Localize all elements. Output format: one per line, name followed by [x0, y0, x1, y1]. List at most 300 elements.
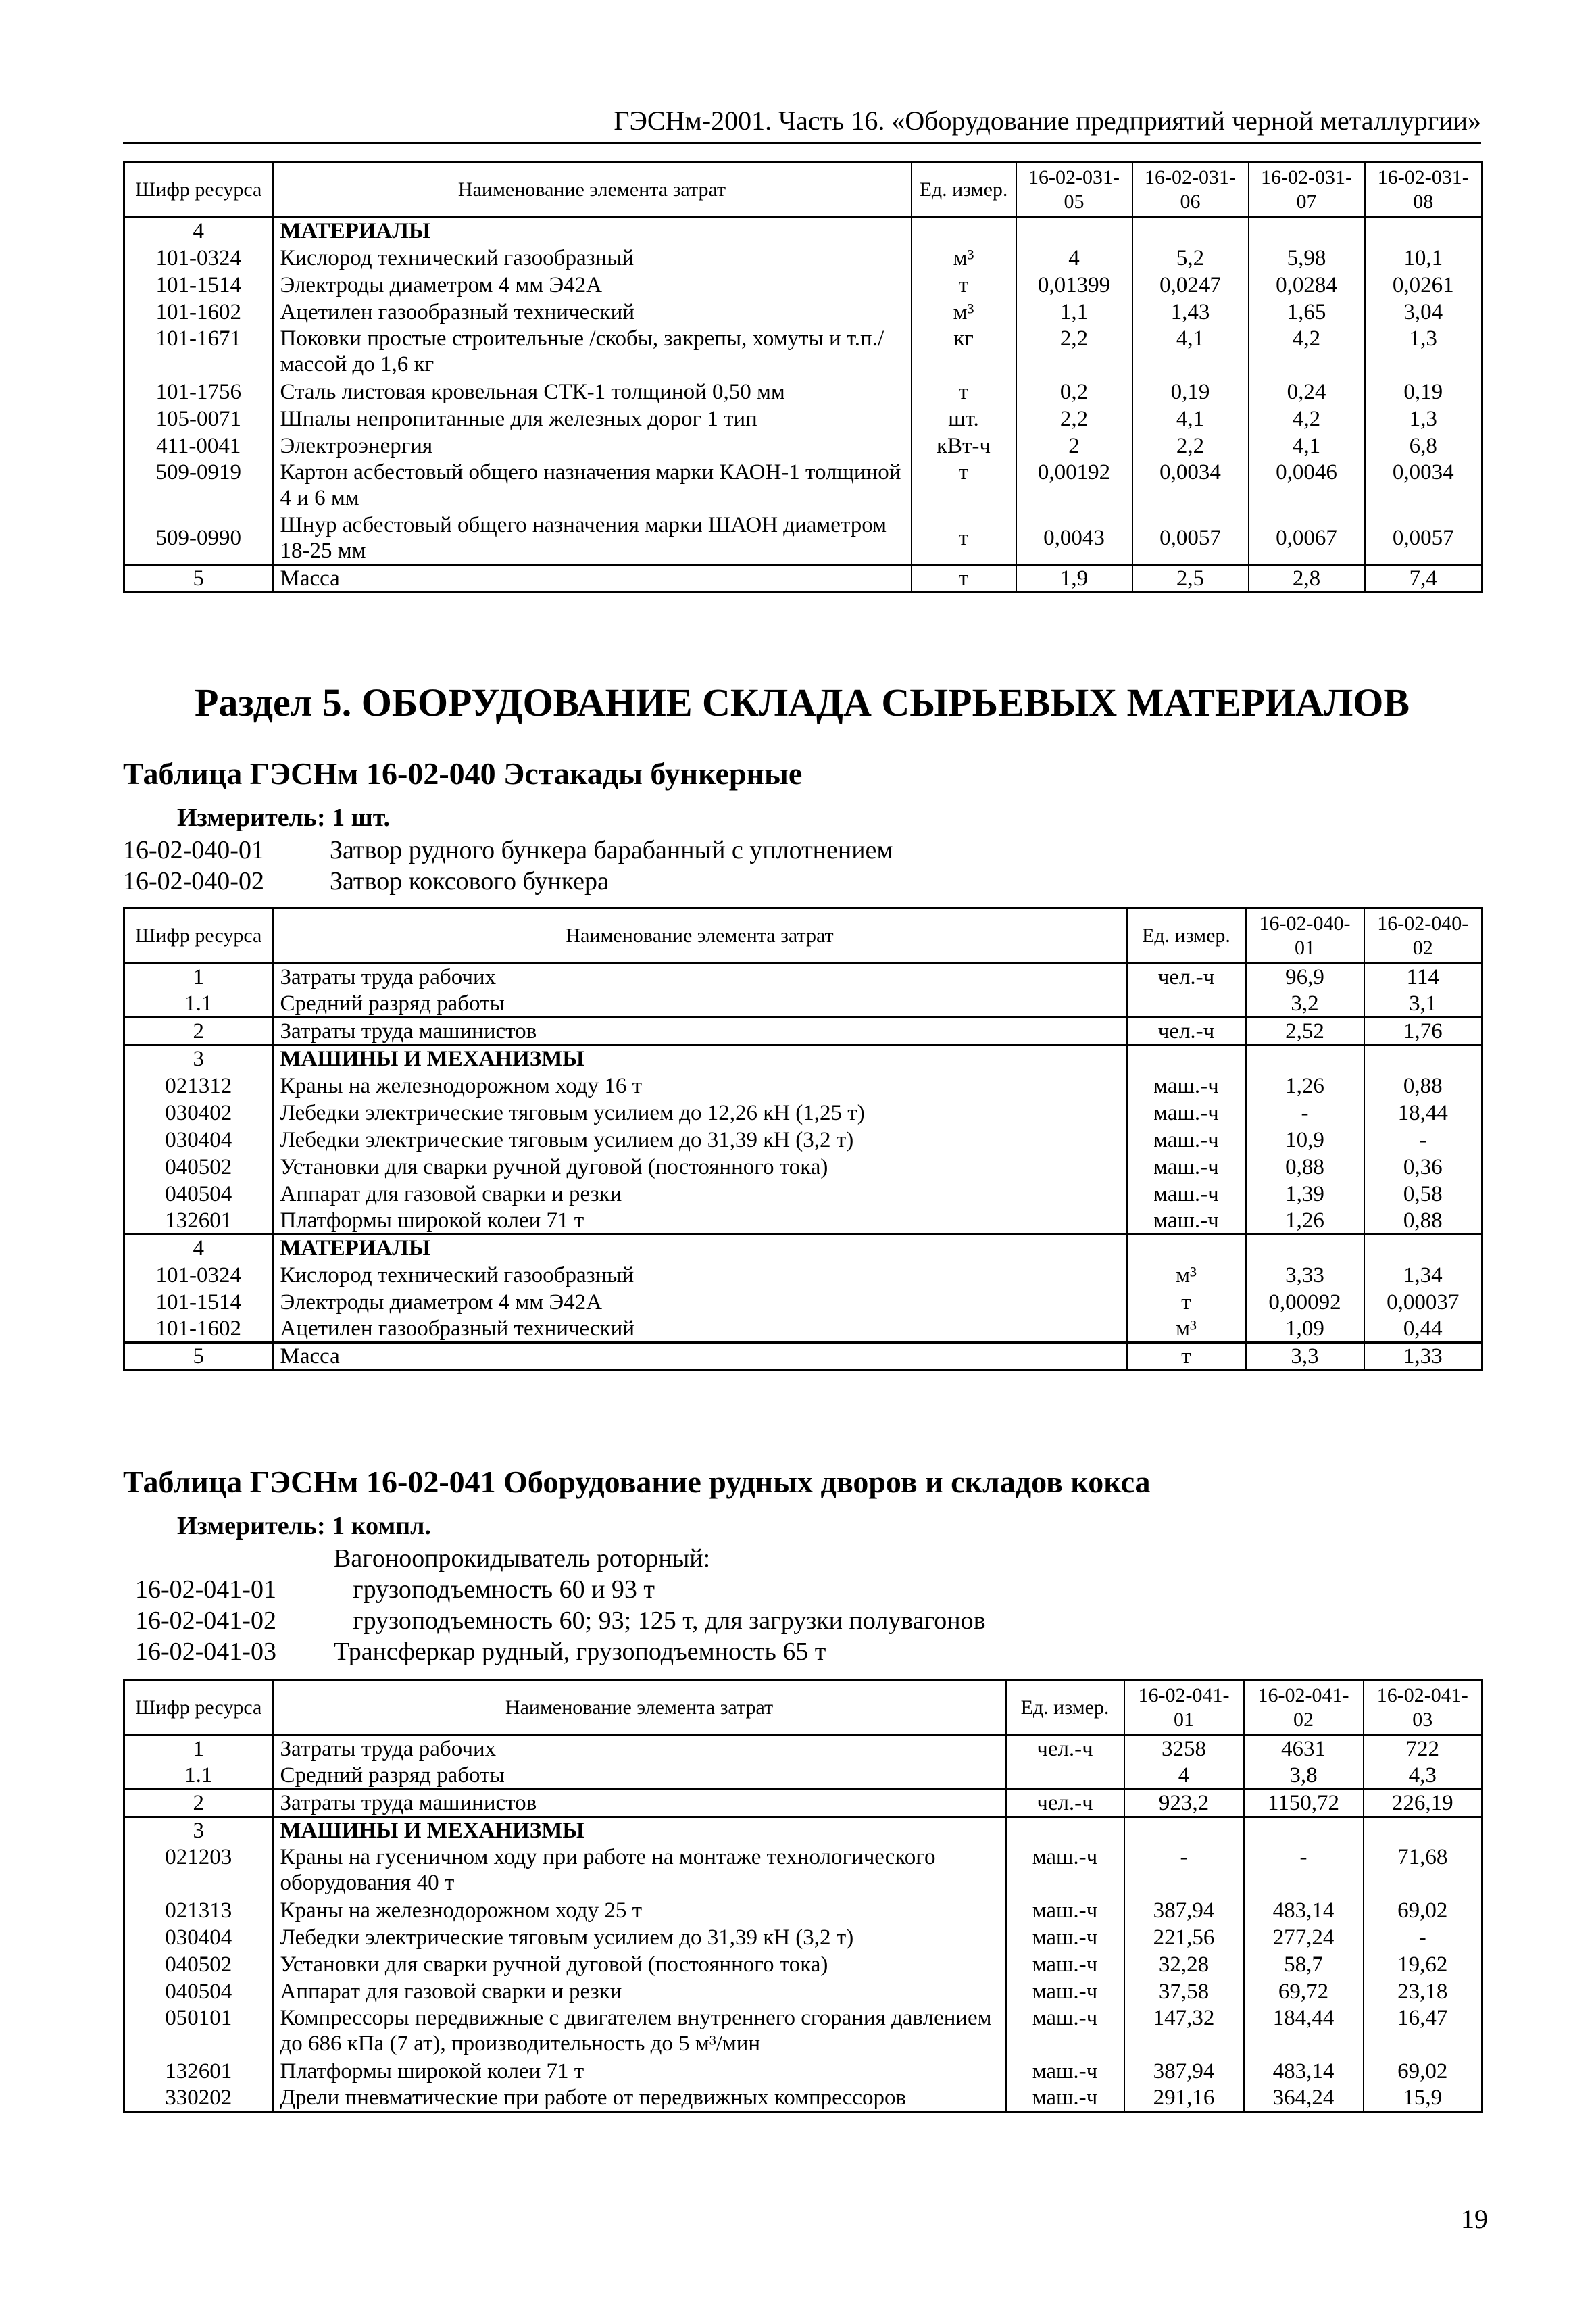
norm-value: 0,88	[1364, 1208, 1482, 1235]
table-row	[124, 964, 1482, 991]
header-cost-element: Наименование элемента затрат	[273, 908, 1127, 964]
header-resource-code: Шифр ресурса	[124, 162, 273, 218]
norm-value: 2,8	[1249, 565, 1365, 593]
norm-value: -	[1364, 1924, 1482, 1951]
norm-value: 1,09	[1246, 1316, 1364, 1343]
unit-of-measure: маш.-ч	[1127, 1181, 1246, 1208]
norm-value: 2,2	[1016, 326, 1132, 378]
norm-value: 0,44	[1364, 1316, 1482, 1343]
unit-of-measure: т	[912, 512, 1016, 565]
norm-value: 0,0034	[1365, 460, 1482, 512]
mass-row	[124, 1018, 1482, 1045]
unit-of-measure: маш.-ч	[1127, 1154, 1246, 1181]
unit-of-measure	[1127, 1235, 1246, 1262]
norm-value: 2	[1016, 433, 1132, 460]
table-040-meter: Измеритель: 1 шт.	[177, 804, 391, 832]
unit-of-measure: шт.	[912, 405, 1016, 433]
norm-value: 1,65	[1249, 299, 1365, 326]
unit-of-measure: маш.-ч	[1127, 1100, 1246, 1127]
norm-value: 0,0247	[1132, 272, 1249, 299]
unit-of-measure: чел.-ч	[1127, 964, 1246, 991]
norm-value: 1,3	[1365, 326, 1482, 378]
resource-code: 132601	[124, 2058, 273, 2085]
norm-value: 1,34	[1364, 1262, 1482, 1289]
header-norm-041-02: 16-02-041-02	[1244, 1680, 1364, 1736]
cost-element-name: МАШИНЫ И МЕХАНИЗМЫ	[273, 1817, 1006, 1844]
norm-value: 0,19	[1365, 378, 1482, 405]
unit-of-measure	[1006, 1763, 1124, 1790]
resource-code: 030402	[124, 1100, 273, 1127]
resource-code: 4	[124, 1235, 273, 1262]
cost-element-name: Кислород технический газообразный	[273, 1262, 1127, 1289]
table-row	[124, 2085, 1482, 2112]
norm-value	[1244, 1817, 1364, 1844]
resource-code: 509-0990	[124, 512, 273, 565]
table-041-title: Таблица ГЭСНм 16-02-041 Оборудование рудных дворов и складов кокса	[123, 1464, 1151, 1499]
header-norm-041-03: 16-02-041-03	[1364, 1680, 1482, 1736]
table-row	[124, 272, 1482, 299]
cost-element-name: Дрели пневматические при работе от передвижных компрессоров	[273, 2085, 1006, 2112]
resource-code: 132601	[124, 1208, 273, 1235]
resource-code: 101-1602	[124, 1316, 273, 1343]
resource-code: 050101	[124, 2005, 273, 2058]
table-row	[124, 1289, 1482, 1316]
norm-value	[1016, 218, 1132, 245]
norm-value: 1,76	[1364, 1018, 1482, 1045]
table-row	[124, 991, 1482, 1018]
norm-value: 18,44	[1364, 1100, 1482, 1127]
cost-element-name: Аппарат для газовой сварки и резки	[273, 1978, 1006, 2005]
resource-code: 040502	[124, 1154, 273, 1181]
norm-value	[1365, 218, 1482, 245]
norm-value: 3258	[1124, 1736, 1244, 1763]
table-row	[124, 1100, 1482, 1127]
norm-value: 10,1	[1365, 245, 1482, 272]
header-norm-031-08: 16-02-031-08	[1365, 162, 1482, 218]
resource-code: 3	[124, 1045, 273, 1073]
group-row	[124, 218, 1482, 245]
cost-table-040	[123, 907, 1483, 1371]
header-norm-040-01: 16-02-040-01	[1246, 908, 1364, 964]
norm-value: 387,94	[1124, 2058, 1244, 2085]
norm-value: 3,3	[1246, 1343, 1364, 1371]
cost-element-name: Краны на гусеничном ходу при работе на монтаже технологического оборудования 40 т	[273, 1844, 1006, 1897]
table-041-meter: Измеритель: 1 компл.	[177, 1512, 431, 1540]
table-row	[124, 1897, 1482, 1924]
norm-value: 0,88	[1246, 1154, 1364, 1181]
cost-element-name: Платформы широкой колеи 71 т	[273, 1208, 1127, 1235]
resource-code: 040504	[124, 1978, 273, 2005]
norm-value: 1,1	[1016, 299, 1132, 326]
resource-code: 101-0324	[124, 1262, 273, 1289]
norm-value: 1,26	[1246, 1208, 1364, 1235]
norm-value: 0,2	[1016, 378, 1132, 405]
norm-value: 1,39	[1246, 1181, 1364, 1208]
table-row	[124, 1978, 1482, 2005]
norm-value: 4	[1124, 1763, 1244, 1790]
resource-code: 030404	[124, 1924, 273, 1951]
header-cost-element: Наименование элемента затрат	[273, 162, 912, 218]
norm-value: 387,94	[1124, 1897, 1244, 1924]
norm-value: 19,62	[1364, 1951, 1482, 1978]
norm-value: 4,3	[1364, 1763, 1482, 1790]
table-row	[124, 1316, 1482, 1343]
header-norm-040-02: 16-02-040-02	[1364, 908, 1482, 964]
resource-code: 330202	[124, 2085, 273, 2112]
table-row	[124, 1951, 1482, 1978]
table-row	[124, 433, 1482, 460]
cost-element-name: Краны на железнодорожном ходу 16 т	[273, 1073, 1127, 1100]
unit-of-measure: т	[912, 565, 1016, 593]
norm-value: 483,14	[1244, 1897, 1364, 1924]
norm-value: 4,2	[1249, 405, 1365, 433]
unit-of-measure: м³	[912, 245, 1016, 272]
table-040-item-code: 16-02-040-01	[123, 836, 264, 864]
norm-value: 58,7	[1244, 1951, 1364, 1978]
resource-code: 021203	[124, 1844, 273, 1897]
cost-element-name: МАТЕРИАЛЫ	[273, 1235, 1127, 1262]
resource-code: 1	[124, 1736, 273, 1763]
table-row	[124, 245, 1482, 272]
table-040-title: Таблица ГЭСНм 16-02-040 Эстакады бункерные	[123, 756, 803, 791]
resource-code: 411-0041	[124, 433, 273, 460]
norm-value: 1,43	[1132, 299, 1249, 326]
header-resource-code: Шифр ресурса	[124, 908, 273, 964]
norm-value: -	[1244, 1844, 1364, 1897]
norm-value: 4631	[1244, 1736, 1364, 1763]
norm-value: 71,68	[1364, 1844, 1482, 1897]
norm-value: 0,00192	[1016, 460, 1132, 512]
norm-value: 1,26	[1246, 1073, 1364, 1100]
norm-value: 0,0261	[1365, 272, 1482, 299]
norm-value: 1,33	[1364, 1343, 1482, 1371]
header-unit: Ед. измер.	[1006, 1680, 1124, 1736]
norm-value: 5,98	[1249, 245, 1365, 272]
norm-value: 3,33	[1246, 1262, 1364, 1289]
table-row	[124, 405, 1482, 433]
resource-code: 4	[124, 218, 273, 245]
norm-value: 0,0034	[1132, 460, 1249, 512]
norm-value: 1150,72	[1244, 1790, 1364, 1817]
group-row	[124, 1235, 1482, 1262]
cost-element-name: Лебедки электрические тяговым усилием до 12,26 кН (1,25 т)	[273, 1100, 1127, 1127]
norm-value	[1364, 1817, 1482, 1844]
norm-value: 2,5	[1132, 565, 1249, 593]
running-header: ГЭСНм-2001. Часть 16. «Оборудование предприятий черной металлургии»	[614, 105, 1481, 136]
header-rule	[123, 142, 1481, 144]
norm-value: 0,0057	[1365, 512, 1482, 565]
cost-element-name: Средний разряд работы	[273, 991, 1127, 1018]
norm-value: 37,58	[1124, 1978, 1244, 2005]
cost-table-031-continuation	[123, 161, 1483, 593]
table-row	[124, 1924, 1482, 1951]
resource-code: 101-1514	[124, 272, 273, 299]
table-040-item-text: Затвор коксового бункера	[330, 867, 609, 895]
norm-value: 147,32	[1124, 2005, 1244, 2058]
norm-value	[1249, 218, 1365, 245]
norm-value: 0,00037	[1364, 1289, 1482, 1316]
cost-element-name: Лебедки электрические тяговым усилием до 31,39 кН (3,2 т)	[273, 1924, 1006, 1951]
group-row	[124, 1045, 1482, 1073]
table-row	[124, 378, 1482, 405]
norm-value: 15,9	[1364, 2085, 1482, 2112]
table-041-item-text: грузоподъемность 60; 93; 125 т, для загрузки полувагонов	[353, 1606, 986, 1635]
table-041-group-caption: Вагоноопрокидыватель роторный:	[334, 1544, 711, 1573]
table-row	[124, 460, 1482, 512]
cost-element-name: Кислород технический газообразный	[273, 245, 912, 272]
table-row	[124, 1736, 1482, 1763]
norm-value: 3,8	[1244, 1763, 1364, 1790]
table-row	[124, 2005, 1482, 2058]
norm-value: 6,8	[1365, 433, 1482, 460]
table-row	[124, 512, 1482, 565]
cost-element-name: Компрессоры передвижные с двигателем внутреннего сгорания давлением до 686 кПа (7 ат), производительность до 5 м³/мин	[273, 2005, 1006, 2058]
norm-value: 2,2	[1016, 405, 1132, 433]
mass-row	[124, 1790, 1482, 1817]
cost-element-name: Затраты труда машинистов	[273, 1790, 1006, 1817]
norm-value	[1364, 1235, 1482, 1262]
unit-of-measure: маш.-ч	[1006, 1924, 1124, 1951]
norm-value: 1,3	[1365, 405, 1482, 433]
unit-of-measure: маш.-ч	[1006, 1951, 1124, 1978]
norm-value: 3,1	[1364, 991, 1482, 1018]
norm-value: 0,0284	[1249, 272, 1365, 299]
norm-value: 277,24	[1244, 1924, 1364, 1951]
norm-value: 32,28	[1124, 1951, 1244, 1978]
norm-value: 184,44	[1244, 2005, 1364, 2058]
norm-value: 69,02	[1364, 1897, 1482, 1924]
unit-of-measure: маш.-ч	[1006, 2005, 1124, 2058]
table-row	[124, 1073, 1482, 1100]
norm-value: 0,0067	[1249, 512, 1365, 565]
norm-value: 364,24	[1244, 2085, 1364, 2112]
cost-element-name: Сталь листовая кровельная СТК-1 толщиной 0,50 мм	[273, 378, 912, 405]
cost-element-name: Ацетилен газообразный технический	[273, 1316, 1127, 1343]
cost-element-name: Установки для сварки ручной дуговой (постоянного тока)	[273, 1951, 1006, 1978]
norm-value: 3,2	[1246, 991, 1364, 1018]
group-row	[124, 1817, 1482, 1844]
header-norm-041-01: 16-02-041-01	[1124, 1680, 1244, 1736]
unit-of-measure: т	[912, 460, 1016, 512]
table-row	[124, 1208, 1482, 1235]
unit-of-measure: т	[1127, 1343, 1246, 1371]
unit-of-measure: чел.-ч	[1006, 1790, 1124, 1817]
norm-value: -	[1364, 1127, 1482, 1154]
norm-value: 7,4	[1365, 565, 1482, 593]
norm-value	[1364, 1045, 1482, 1073]
table-row	[124, 1181, 1482, 1208]
norm-value: 722	[1364, 1736, 1482, 1763]
table-040-item-text: Затвор рудного бункера барабанный с уплотнением	[330, 836, 893, 864]
cost-element-name: Аппарат для газовой сварки и резки	[273, 1181, 1127, 1208]
resource-code: 2	[124, 1790, 273, 1817]
cost-element-name: Масса	[273, 565, 912, 593]
unit-of-measure: маш.-ч	[1006, 1897, 1124, 1924]
cost-element-name: Масса	[273, 1343, 1127, 1371]
header-norm-031-05: 16-02-031-05	[1016, 162, 1132, 218]
cost-element-name: Затраты труда машинистов	[273, 1018, 1127, 1045]
resource-code: 1.1	[124, 1763, 273, 1790]
cost-element-name: МАТЕРИАЛЫ	[273, 218, 912, 245]
norm-value: 69,02	[1364, 2058, 1482, 2085]
unit-of-measure: маш.-ч	[1006, 1844, 1124, 1897]
table-041-item-code: 16-02-041-02	[135, 1606, 276, 1635]
norm-value: 0,0046	[1249, 460, 1365, 512]
norm-value: 0,36	[1364, 1154, 1482, 1181]
page-number: 19	[1461, 2204, 1488, 2234]
header-cost-element: Наименование элемента затрат	[273, 1680, 1006, 1736]
norm-value: 4	[1016, 245, 1132, 272]
mass-row	[124, 565, 1482, 593]
resource-code: 021313	[124, 1897, 273, 1924]
norm-value: 4,1	[1249, 433, 1365, 460]
resource-code: 101-1514	[124, 1289, 273, 1316]
resource-code: 1	[124, 964, 273, 991]
cost-element-name: Электроды диаметром 4 мм Э42А	[273, 272, 912, 299]
unit-of-measure: т	[912, 272, 1016, 299]
resource-code: 101-1756	[124, 378, 273, 405]
resource-code: 040504	[124, 1181, 273, 1208]
norm-value: 69,72	[1244, 1978, 1364, 2005]
resource-code: 040502	[124, 1951, 273, 1978]
unit-of-measure: маш.-ч	[1127, 1208, 1246, 1235]
norm-value: 2,52	[1246, 1018, 1364, 1045]
unit-of-measure: т	[912, 378, 1016, 405]
header-resource-code: Шифр ресурса	[124, 1680, 273, 1736]
norm-value: -	[1246, 1100, 1364, 1127]
norm-value: 923,2	[1124, 1790, 1244, 1817]
resource-code: 101-0324	[124, 245, 273, 272]
norm-value: 1,9	[1016, 565, 1132, 593]
table-row	[124, 1844, 1482, 1897]
cost-element-name: Лебедки электрические тяговым усилием до 31,39 кН (3,2 т)	[273, 1127, 1127, 1154]
resource-code: 021312	[124, 1073, 273, 1100]
cost-element-name: Затраты труда рабочих	[273, 1736, 1006, 1763]
norm-value: 3,04	[1365, 299, 1482, 326]
norm-value	[1246, 1235, 1364, 1262]
header-norm-031-06: 16-02-031-06	[1132, 162, 1249, 218]
unit-of-measure: кг	[912, 326, 1016, 378]
resource-code: 1.1	[124, 991, 273, 1018]
cost-element-name: Шпалы непропитанные для железных дорог 1 тип	[273, 405, 912, 433]
norm-value: 221,56	[1124, 1924, 1244, 1951]
cost-element-name: МАШИНЫ И МЕХАНИЗМЫ	[273, 1045, 1127, 1073]
cost-table-041	[123, 1679, 1483, 2113]
unit-of-measure: м³	[1127, 1262, 1246, 1289]
norm-value: 0,01399	[1016, 272, 1132, 299]
resource-code: 101-1671	[124, 326, 273, 378]
unit-of-measure: м³	[912, 299, 1016, 326]
unit-of-measure: маш.-ч	[1127, 1073, 1246, 1100]
norm-value: 0,0057	[1132, 512, 1249, 565]
unit-of-measure: чел.-ч	[1006, 1736, 1124, 1763]
table-041-item-code: 16-02-041-01	[135, 1575, 276, 1604]
unit-of-measure: т	[1127, 1289, 1246, 1316]
header-norm-031-07: 16-02-031-07	[1249, 162, 1365, 218]
unit-of-measure: чел.-ч	[1127, 1018, 1246, 1045]
norm-value	[1132, 218, 1249, 245]
cost-element-name: Картон асбестовый общего назначения марки КАОН-1 толщиной 4 и 6 мм	[273, 460, 912, 512]
norm-value	[1124, 1817, 1244, 1844]
norm-value: 226,19	[1364, 1790, 1482, 1817]
unit-of-measure	[1127, 991, 1246, 1018]
unit-of-measure	[1006, 1817, 1124, 1844]
resource-code: 509-0919	[124, 460, 273, 512]
norm-value: 4,2	[1249, 326, 1365, 378]
cost-element-name: Установки для сварки ручной дуговой (постоянного тока)	[273, 1154, 1127, 1181]
table-row	[124, 2058, 1482, 2085]
norm-value: 114	[1364, 964, 1482, 991]
cost-element-name: Электроэнергия	[273, 433, 912, 460]
table-041-item-text: Трансферкар рудный, грузоподъемность 65 т	[334, 1638, 826, 1666]
norm-value: 0,0043	[1016, 512, 1132, 565]
resource-code: 030404	[124, 1127, 273, 1154]
norm-value	[1246, 1045, 1364, 1073]
unit-of-measure	[1127, 1045, 1246, 1073]
table-row	[124, 299, 1482, 326]
norm-value: 0,88	[1364, 1073, 1482, 1100]
norm-value: 4,1	[1132, 405, 1249, 433]
norm-value: 0,58	[1364, 1181, 1482, 1208]
table-row	[124, 1262, 1482, 1289]
norm-value: 291,16	[1124, 2085, 1244, 2112]
norm-value: 2,2	[1132, 433, 1249, 460]
table-row	[124, 326, 1482, 378]
norm-value: 16,47	[1364, 2005, 1482, 2058]
unit-of-measure: маш.-ч	[1006, 2058, 1124, 2085]
resource-code: 5	[124, 1343, 273, 1371]
mass-row	[124, 1343, 1482, 1371]
resource-code: 5	[124, 565, 273, 593]
cost-element-name: Краны на железнодорожном ходу 25 т	[273, 1897, 1006, 1924]
norm-value: 10,9	[1246, 1127, 1364, 1154]
resource-code: 101-1602	[124, 299, 273, 326]
norm-value: 483,14	[1244, 2058, 1364, 2085]
resource-code: 105-0071	[124, 405, 273, 433]
norm-value: 23,18	[1364, 1978, 1482, 2005]
table-040-item-code: 16-02-040-02	[123, 867, 264, 895]
header-unit: Ед. измер.	[912, 162, 1016, 218]
norm-value: 0,00092	[1246, 1289, 1364, 1316]
cost-element-name: Ацетилен газообразный технический	[273, 299, 912, 326]
cost-element-name: Шнур асбестовый общего назначения марки ШАОН диаметром 18-25 мм	[273, 512, 912, 565]
unit-of-measure: маш.-ч	[1006, 1978, 1124, 2005]
unit-of-measure: кВт-ч	[912, 433, 1016, 460]
unit-of-measure: маш.-ч	[1006, 2085, 1124, 2112]
norm-value: 5,2	[1132, 245, 1249, 272]
norm-value: 0,24	[1249, 378, 1365, 405]
cost-element-name: Электроды диаметром 4 мм Э42А	[273, 1289, 1127, 1316]
cost-element-name: Средний разряд работы	[273, 1763, 1006, 1790]
resource-code: 3	[124, 1817, 273, 1844]
unit-of-measure	[912, 218, 1016, 245]
table-041-item-text: грузоподъемность 60 и 93 т	[353, 1575, 655, 1604]
norm-value: 96,9	[1246, 964, 1364, 991]
table-row	[124, 1154, 1482, 1181]
header-unit: Ед. измер.	[1127, 908, 1246, 964]
norm-value: 0,19	[1132, 378, 1249, 405]
table-row	[124, 1763, 1482, 1790]
norm-value: -	[1124, 1844, 1244, 1897]
cost-element-name: Затраты труда рабочих	[273, 964, 1127, 991]
cost-element-name: Платформы широкой колеи 71 т	[273, 2058, 1006, 2085]
table-041-item-code: 16-02-041-03	[135, 1638, 276, 1666]
norm-value: 4,1	[1132, 326, 1249, 378]
table-row	[124, 1127, 1482, 1154]
resource-code: 2	[124, 1018, 273, 1045]
unit-of-measure: м³	[1127, 1316, 1246, 1343]
unit-of-measure: маш.-ч	[1127, 1127, 1246, 1154]
